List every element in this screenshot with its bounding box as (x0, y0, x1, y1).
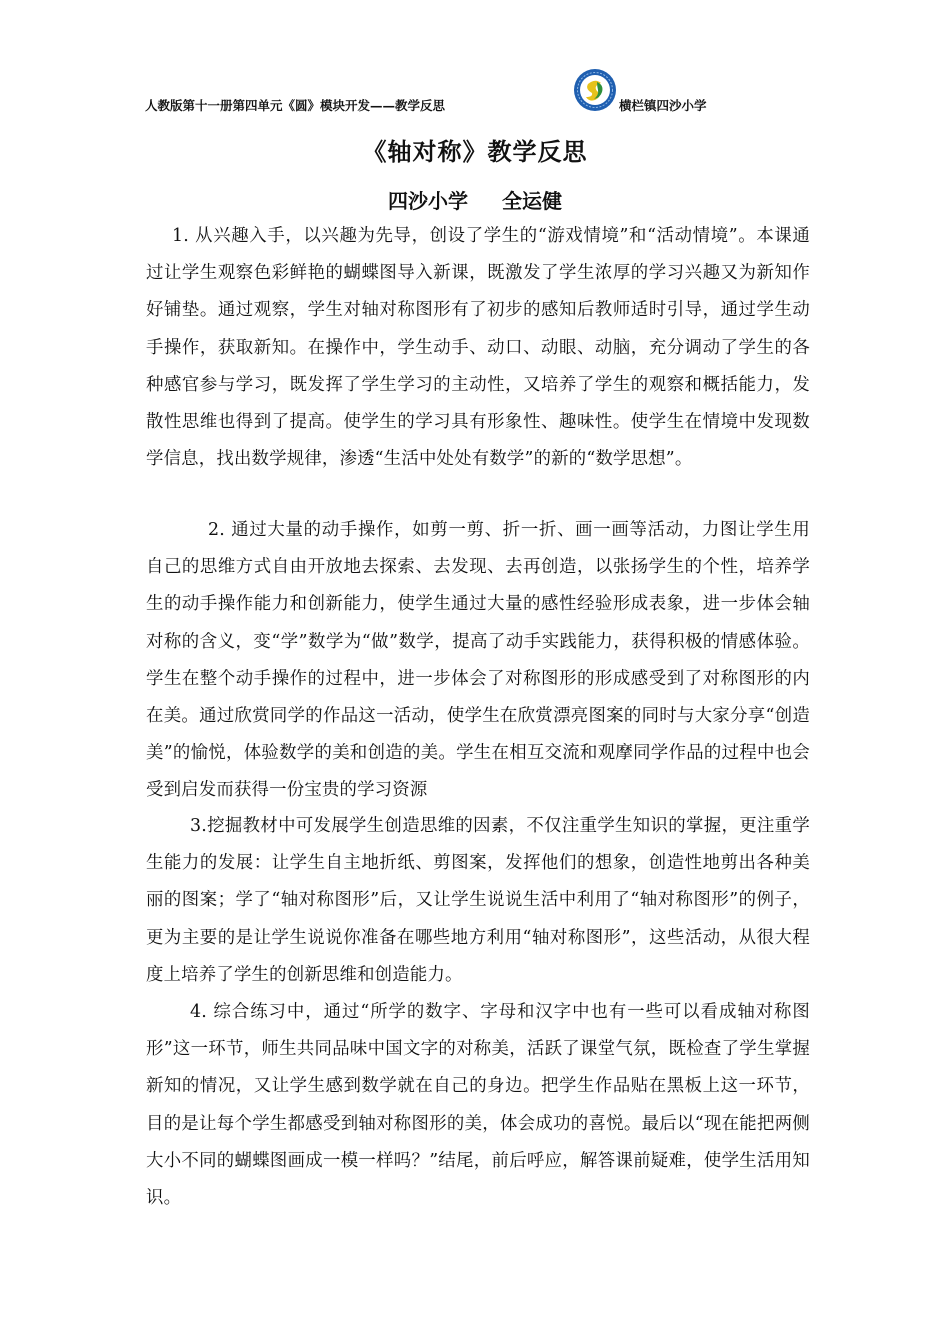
header-school-name: 横栏镇四沙小学 (619, 98, 707, 113)
school-logo-icon (573, 68, 617, 112)
author-line (0, 185, 950, 214)
paragraph-1: 1. 从兴趣入手，以兴趣为先导，创设了学生的“游戏情境”和“活动情境”。本课通过让学生观察色彩鲜艳的蝴蝶图导入新课，既激发了学生浓厚的学习兴趣又为新知作好铺垫。通过观察，学生对轴对称图形有了初步的感知后教师适时引导，通过学生动手操作，获取新知。在操作中，学生动手、动口、动眼、动脑，充分调动了学生的各种感官参与学习，既发挥了学生学习的主动性，又培养了学生的观察和概括能力，发散性思维也得到了提高。使学生的学习具有形象性、趣味性。使学生在情境中发现数学信息，找出数学规律，渗透“生活中处处有数学”的新的“数学思想”。 (146, 226, 810, 470)
document-title: 《轴对称》教学反思 (362, 138, 588, 166)
author-name: 全运健 (502, 189, 562, 213)
paragraph-2: 2. 通过大量的动手操作，如剪一剪、折一折、画一画等活动，力图让学生用自己的思维方式自由开放地去探索、去发现、去再创造，以张扬学生的个性，培养学生的动手操作能力和创新能力，使学生通过大量的感性经验形成表象，进一步体会轴对称的含义，变“学”数学为“做”数学，提高了动手实践能力，获得积极的情感体验。学生在整个动手操作的过程中，进一步体会了对称图形的形成感受到了对称图形的内在美。通过欣赏同学的作品这一活动，使学生在欣赏漂亮图案的同时与大家分享“创造美”的愉悦，体验数学的美和创造的美。学生在相互交流和观摩同学作品的过程中也会受到启发而获得一份宝贵的学习资源 (146, 520, 810, 801)
paragraph-4: 4. 综合练习中，通过“所学的数字、字母和汉字中也有一些可以看成轴对称图形”这一环节，师生共同品味中国文字的对称美，活跃了课堂气氛，既检查了学生掌握新知的情况，又让学生感到数学就在自己的身边。把学生作品贴在黑板上这一环节，目的是让每个学生都感受到轴对称图形的美，体会成功的喜悦。最后以“现在能把两侧大小不同的蝴蝶图画成一模一样吗？”结尾，前后呼应，解答课前疑难，使学生活用知识。 (146, 1002, 810, 1209)
author-school: 四沙小学 (388, 189, 468, 213)
header-course-info: 人教版第十一册第四单元《圆》模块开发——教学反思 (145, 98, 446, 113)
page-header (145, 68, 805, 112)
paragraph-3: 3.挖掘教材中可发展学生创造思维的因素，不仅注重学生知识的掌握，更注重学生能力的发展：让学生自主地折纸、剪图案，发挥他们的想象，创造性地剪出各种美丽的图案；学了“轴对称图形”后，又让学生说说生活中利用了“轴对称图形”的例子，更为主要的是让学生说说你准备在哪些地方利用“轴对称图形”，这些活动，从很大程度上培养了学生的创新思维和创造能力。 (146, 816, 810, 985)
